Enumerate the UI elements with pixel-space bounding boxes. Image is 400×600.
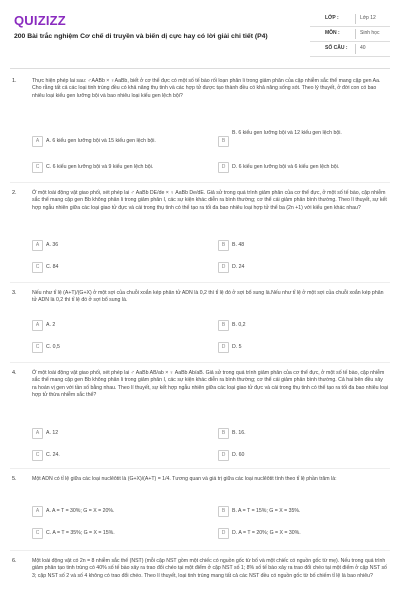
option-c[interactable]	[32, 450, 212, 462]
question-1	[10, 78, 390, 176]
option-a[interactable]	[32, 136, 212, 148]
option-letter: B	[218, 136, 229, 147]
meta-key: MÔN :	[325, 30, 340, 36]
question-number: 6.	[12, 558, 17, 564]
option-letter: C	[32, 450, 43, 461]
meta-value: 40	[360, 45, 366, 51]
question-text: Một ADN có tỉ lệ giữa các loại nuclêôtit là (G+X)/(A+T) = 1/4. Tương quan và giá trị giữa các loại nuclêôtit tính theo tỉ lệ phần trăm là:	[32, 476, 337, 482]
option-text: C. 84	[46, 264, 59, 270]
divider	[10, 362, 390, 363]
option-text: D. 24	[232, 264, 245, 270]
question-text: Ở một loài động vật giao phối, xét phép lai ♂ AaBb DE/de × ♀ AaBb De/dE. Giả sử trong quá trình giảm phân của cơ thể đực, ở một số tế bào, cặp nhiễm sắc thể mang cặp gen Bb không phân li trong giảm phân I, các sự kiện khác diễn ra bình thường; cơ thể cái giảm phân bình thường. Theo lí thuyết, sự kết hợp ngẫu nhiên giữa các loại giao tử đực và cái trong thụ tinh có thể tạo ra tối đa bao nhiêu loại hợp tử thể ba (2n +1) với kiểu gen khác nhau?	[32, 190, 387, 211]
page-title: 200 Bài trắc nghiệm Cơ chế di truyền và biến dị cực hay có lời giải chi tiết (P4)	[14, 33, 268, 40]
question-text: Ở một loài động vật giao phối, xét phép lai ♂ AaBb AB/ab × ♀ AaBb Ab/aB. Giả sử trong quá trình giảm phân của cơ thể đực, ở một số tế bào, cặp nhiễm sắc thể mang cặp gen Bb không phân li trong giảm phân I, các sự kiện khác diễn ra bình thường; cơ thể cái giảm phân bình thường. Cả hai bên đều xảy ra hoán vị gen với tần số bằng nhau. Theo lí thuyết, sự kết hợp ngẫu nhiên giữa các loại giao tử đực và cái trong thụ tinh có thể tạo ra tối đa bao nhiêu loại hợp tử thừa nhiễm sắc thể?	[32, 370, 388, 399]
header-divider	[10, 68, 390, 69]
option-b[interactable]	[218, 428, 388, 440]
option-text: D. 60	[232, 452, 245, 458]
divider	[10, 550, 390, 551]
option-text: A. 6 kiểu gen lưỡng bội và 15 kiểu gen lệch bội.	[46, 138, 156, 144]
option-text: A. A = T = 30%; G = X = 20%.	[46, 508, 115, 514]
header	[0, 0, 400, 62]
question-text: Một loài động vật có 2n = 8 nhiễm sắc thể (NST) (mỗi cặp NST gồm một chiếc có nguồn gốc từ bố và một chiếc có nguồn gốc từ mẹ). Nếu trong quá trình giảm phân tạo tinh trùng có 40% số tế bào xảy ra trao đổi chéo tại một điểm ở cặp NST số 1; 8% số tế bào xảy ra trao đổi chéo tại một điểm ở cặp NST số 3; cặp NST số 2 và số 4 không có trao đổi chéo. Theo lí thuyết, loại tinh trùng mang tất cả các NST đều có nguồn gốc từ bố chiếm tỉ lệ là bao nhiêu?	[32, 558, 387, 579]
question-text: Nếu như tỉ lệ (A+T)/(G+X) ở một sợi của chuỗi xoắn kép phân tử ADN là 0,2 thì tỉ lệ đó ở sợi bổ sung là.Nếu như tỉ lệ ở một sợi của chuỗi xoắn kép phân tử ADN là 0,2 thì tỉ lệ đó ở sợi bổ sung là.	[32, 290, 384, 304]
question-text: Thực hiện phép lai sau: ♂AABb × ♀AaBb, biết ở cơ thể đực có một số tế bào rối loạn phân li trong giảm phân của cặp nhiễm sắc thể mang cặp gen Aa. Cho rằng tất cả các loại tinh trùng đều có khả năng thụ tinh và các hợp tử được tạo thành đều có khả năng sống sót. Theo lý thuyết, ở đời con có bao nhiêu loại kiểu gen lưỡng bội và bao nhiêu loại kiểu gen lệch bội?	[32, 78, 381, 99]
option-c[interactable]	[32, 528, 212, 540]
option-text: C. 0,5	[46, 344, 60, 350]
option-letter: B	[218, 320, 229, 331]
option-text: B. 0,2	[232, 322, 246, 328]
meta-row-count	[310, 42, 390, 57]
option-d[interactable]	[218, 162, 388, 174]
option-letter: D	[218, 450, 229, 461]
question-number: 3.	[12, 290, 17, 296]
option-letter: B	[218, 428, 229, 439]
question-number: 5.	[12, 476, 17, 482]
question-2	[10, 190, 390, 282]
option-letter: B	[218, 506, 229, 517]
option-letter: A	[32, 428, 43, 439]
option-c[interactable]	[32, 162, 212, 174]
question-number: 2.	[12, 190, 17, 196]
option-a[interactable]	[32, 428, 212, 440]
divider	[10, 468, 390, 469]
meta-divider	[355, 29, 356, 39]
option-b[interactable]	[218, 240, 388, 252]
option-letter: A	[32, 320, 43, 331]
meta-row-class	[310, 12, 390, 27]
question-number: 4.	[12, 370, 17, 376]
question-4	[10, 370, 390, 468]
option-letter: D	[218, 342, 229, 353]
option-letter: A	[32, 240, 43, 251]
option-text: A. 36	[46, 242, 59, 248]
option-letter: C	[32, 262, 43, 273]
meta-box	[310, 12, 390, 57]
meta-value: Sinh học	[360, 30, 380, 36]
option-a[interactable]	[32, 506, 212, 518]
question-5	[10, 476, 390, 546]
meta-value: Lớp 12	[360, 15, 376, 21]
option-letter: C	[32, 342, 43, 353]
meta-key: LỚP :	[325, 15, 339, 21]
option-d[interactable]	[218, 450, 388, 462]
option-text: B. 48	[232, 242, 245, 248]
option-d[interactable]	[218, 342, 388, 354]
option-letter: D	[218, 262, 229, 273]
option-letter: D	[218, 528, 229, 539]
option-letter: C	[32, 528, 43, 539]
option-b[interactable]	[218, 128, 388, 144]
option-text: B. A = T = 15%; G = X = 35%.	[232, 508, 301, 514]
divider	[10, 182, 390, 183]
option-text: C. A = T = 35%; G = X = 15%.	[46, 530, 115, 536]
option-d[interactable]	[218, 528, 388, 540]
option-text: B. 16.	[232, 430, 246, 436]
option-c[interactable]	[32, 262, 212, 274]
meta-key: SỐ CÂU :	[325, 45, 348, 51]
question-6	[10, 558, 390, 598]
option-text: A. 12	[46, 430, 59, 436]
option-letter: D	[218, 162, 229, 173]
meta-divider	[355, 14, 356, 24]
option-text: D. 6 kiểu gen lưỡng bội và 6 kiểu gen lệch bội.	[232, 164, 340, 170]
option-text: D. A = T = 20%; G = X = 30%.	[232, 530, 301, 536]
option-a[interactable]	[32, 320, 212, 332]
option-b[interactable]	[218, 320, 388, 332]
option-letter: A	[32, 136, 43, 147]
divider	[10, 282, 390, 283]
question-number: 1.	[12, 78, 17, 84]
option-d[interactable]	[218, 262, 388, 274]
option-letter: A	[32, 506, 43, 517]
meta-row-subject	[310, 27, 390, 42]
option-text: C. 6 kiểu gen lưỡng bội và 9 kiểu gen lệch bội.	[46, 164, 154, 170]
option-text: A. 2	[46, 322, 56, 328]
option-text: B. 6 kiểu gen lưỡng bội và 12 kiểu gen lệch bội.	[232, 130, 342, 136]
logo: QUIZIZZ	[14, 13, 66, 28]
question-3	[10, 290, 390, 358]
option-a[interactable]	[32, 240, 212, 252]
meta-divider	[355, 44, 356, 54]
option-letter: B	[218, 240, 229, 251]
option-text: D. 5	[232, 344, 242, 350]
option-letter: C	[32, 162, 43, 173]
option-b[interactable]	[218, 506, 388, 518]
option-text: C. 24.	[46, 452, 60, 458]
option-c[interactable]	[32, 342, 212, 354]
